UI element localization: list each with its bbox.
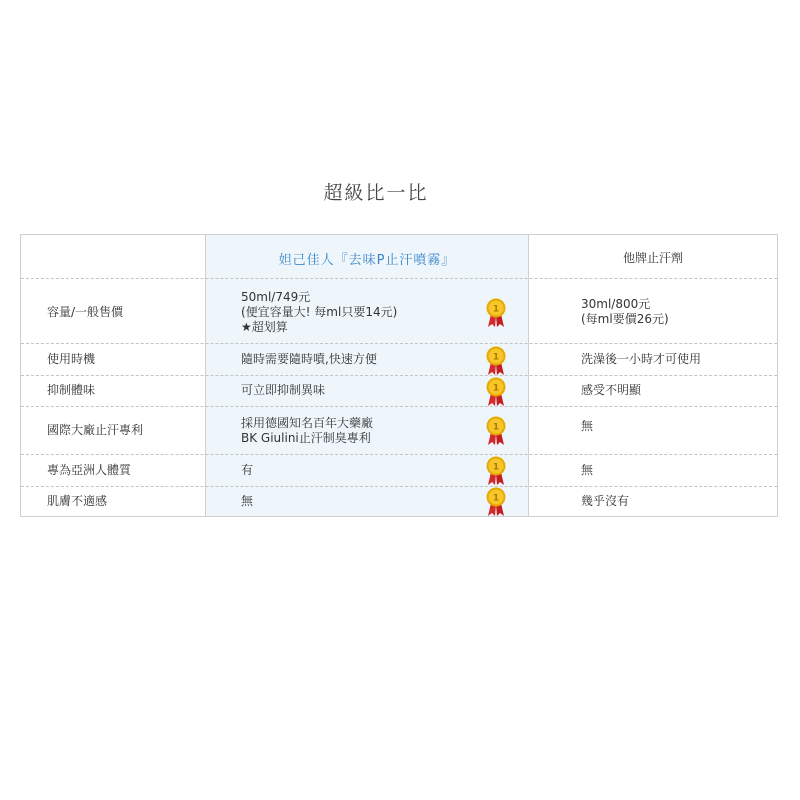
other-value [581, 297, 669, 327]
row-divider [21, 406, 777, 407]
other-value-line: 30ml/800元 [581, 297, 651, 311]
other-value: 無 [581, 463, 594, 477]
row-label: 抑制體味 [47, 383, 96, 397]
medal-number: 1 [492, 493, 500, 504]
our-value [241, 290, 397, 335]
our-value-line: 50ml/749元 [241, 290, 311, 304]
medal-number: 1 [492, 422, 500, 433]
row-divider [21, 375, 777, 376]
gold-medal-icon [485, 456, 507, 486]
row-label: 肌膚不適感 [47, 494, 108, 508]
row-label: 容量/一般售價 [47, 305, 124, 319]
medal-number: 1 [492, 383, 500, 394]
our-value-line: BK Giulini止汗制臭專利 [241, 431, 371, 445]
gold-medal-icon [485, 377, 507, 407]
medal-number: 1 [492, 462, 500, 473]
our-value: 可立即抑制異味 [241, 383, 326, 397]
our-value-line: 採用德國知名百年大藥廠 [241, 416, 374, 430]
medal-number: 1 [492, 352, 500, 363]
gold-medal-icon [485, 416, 507, 446]
other-value: 幾乎沒有 [581, 494, 630, 508]
our-value: 有 [241, 463, 254, 477]
row-divider [21, 278, 777, 279]
row-label: 專為亞洲人體質 [47, 463, 132, 477]
header-other-brand: 他牌止汗劑 [622, 251, 683, 265]
row-label: 使用時機 [47, 352, 96, 366]
our-value: 隨時需要隨時噴,快速方便 [241, 352, 377, 366]
our-value: 無 [241, 494, 254, 508]
row-divider [21, 454, 777, 455]
row-divider [21, 343, 777, 344]
other-value: 無 [581, 419, 594, 433]
our-value-line: (便宜容量大! 每ml只要14元) [241, 305, 398, 319]
gold-medal-icon [485, 487, 507, 517]
other-value: 洗澡後一小時才可使用 [581, 352, 702, 366]
other-value-line: (每ml要價26元) [581, 312, 669, 326]
page-title: 超級比一比 [323, 182, 429, 204]
our-value-line: ★超划算 [241, 320, 288, 334]
medal-number: 1 [492, 304, 500, 315]
row-divider [21, 486, 777, 487]
header-our-product: 妲己佳人『去味P止汗噴霧』 [278, 253, 456, 268]
other-value: 感受不明顯 [581, 383, 642, 397]
gold-medal-icon [485, 346, 507, 376]
our-value [241, 416, 373, 446]
comparison-table [20, 234, 778, 517]
gold-medal-icon [485, 298, 507, 328]
row-label: 國際大廠止汗專利 [47, 423, 144, 437]
